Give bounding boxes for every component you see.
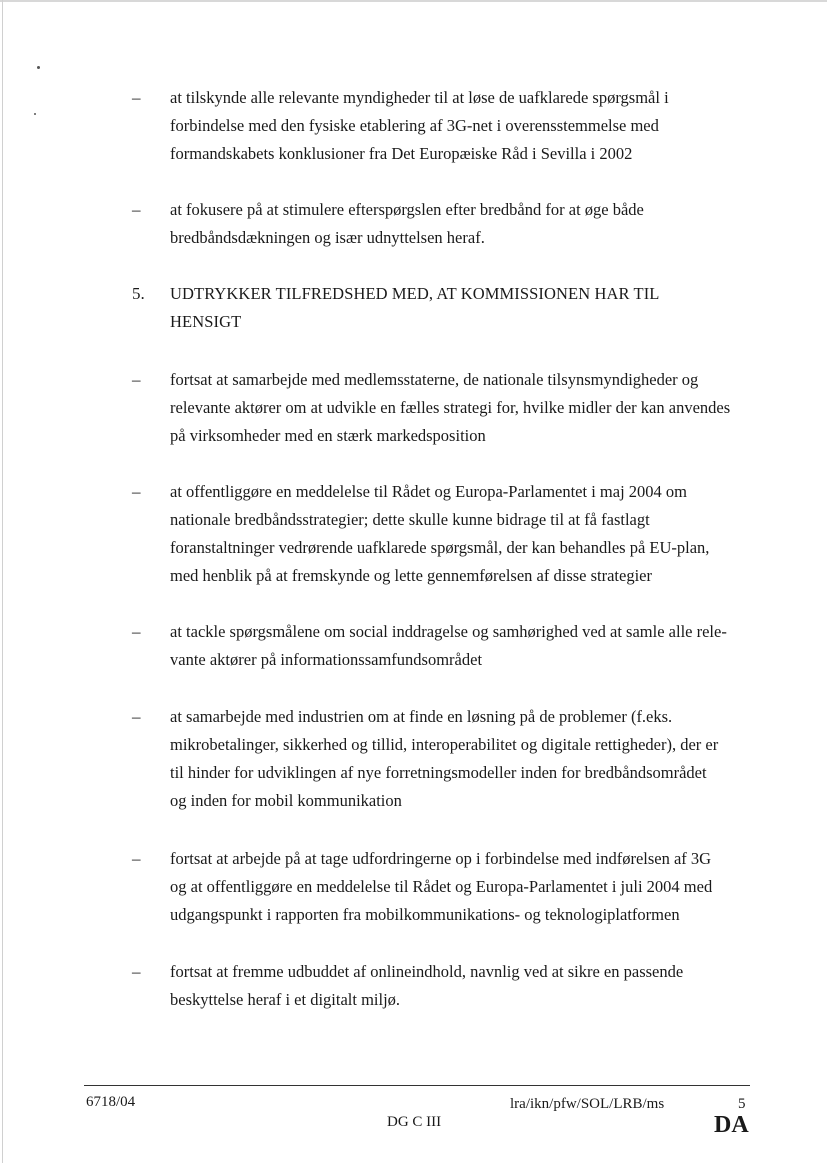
footer-rule (84, 1085, 750, 1086)
list-item-text: at tackle spørgsmålene om social inddragelse og samhørighed ved at samle alle rele- vante aktører på informationssamfundsområdet (170, 622, 727, 669)
footer-directorate: DG C III (387, 1114, 442, 1130)
list-item-text: fortsat at samarbejde med medlemsstaterne, de nationale tilsynsmyndigheder og relevante aktører om at udvikle en fælles strategi for, hvilke midler der kan anvendes på virksomheder med en stærk markedsposition (170, 370, 731, 445)
scan-speck (37, 66, 40, 69)
bullet-dash: – (132, 482, 141, 501)
bullet-dash: – (132, 622, 141, 641)
section-heading-text: UDTRYKKER TILFREDSHED MED, AT KOMMISSIONEN HAR TIL HENSIGT (170, 284, 660, 331)
scan-top-edge (0, 0, 827, 2)
bullet-dash: – (132, 200, 141, 219)
bullet-dash: – (132, 962, 141, 981)
footer-initials-codes: lra/ikn/pfw/SOL/LRB/ms (510, 1096, 665, 1112)
scan-left-edge (2, 0, 3, 1163)
list-item-text: fortsat at fremme udbuddet af onlineindhold, navnlig ved at sikre en passende beskyttelse heraf i et digitalt miljø. (170, 962, 684, 1009)
scan-speck (34, 113, 36, 115)
list-item-text: fortsat at arbejde på at tage udfordringerne op i forbindelse med indførelsen af 3G og at offentliggøre en meddelelse til Rådet og Europa-Parlamentet i juli 2004 med udgangspunkt i rapporten fra mobilkommunikations- og teknologiplatformen (170, 849, 713, 924)
bullet-dash: – (132, 88, 141, 107)
list-item-text: at samarbejde med industrien om at finde en løsning på de problemer (f.eks. mikrobetalinger, sikkerhed og tillid, interoperabilitet og digitale rettigheder), der er til hinder for udviklingen af nye forretningsmodeller inden for bredbåndsområdet og inden for mobil kommunikation (170, 707, 719, 810)
footer-doc-number: 6718/04 (86, 1094, 136, 1110)
bullet-dash: – (132, 370, 141, 389)
footer-language-code: DA (714, 1112, 749, 1138)
bullet-dash: – (132, 849, 141, 868)
list-item-text: at fokusere på at stimulere efterspørgslen efter bredbånd for at øge både bredbåndsdækningen og især udnyttelsen heraf. (170, 200, 644, 247)
footer-page-number: 5 (738, 1096, 746, 1112)
bullet-dash: – (132, 707, 141, 726)
list-item-text: at offentliggøre en meddelelse til Rådet og Europa-Parlamentet i maj 2004 om nationale bredbåndsstrategier; dette skulle kunne bidrage til at få fastlagt foranstaltninger vedrørende uafklarede spørgsmål, der kan behandles på EU-plan, med henblik på at fremskynde og lette gennemførelsen af disse strategier (170, 482, 710, 585)
section-number: 5. (132, 284, 145, 303)
list-item-text: at tilskynde alle relevante myndigheder til at løse de uafklarede spørgsmål i forbindelse med den fysiske etablering af 3G-net i overensstemmelse med formandskabets konklusioner fra Det Europæiske Råd i Sevilla i 2002 (170, 88, 669, 163)
